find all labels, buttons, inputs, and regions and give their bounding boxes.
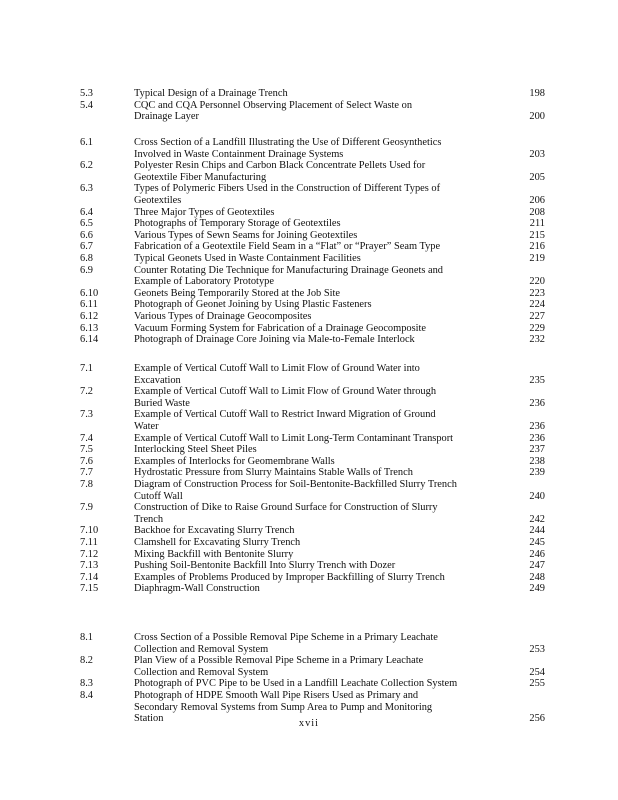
page-reference: 200 xyxy=(529,111,545,123)
figure-number: 7.13 xyxy=(80,560,99,572)
page-reference: 240 xyxy=(529,490,545,502)
figure-title-line: Various Types of Sewn Seams for Joining Geotextiles xyxy=(134,229,358,241)
figure-title-line: Water xyxy=(134,420,159,432)
figure-number: 6.10 xyxy=(80,287,99,299)
figure-title-line: Station xyxy=(134,713,164,725)
figure-title-line: Polyester Resin Chips and Carbon Black Concentrate Pellets Used for xyxy=(134,160,426,172)
figure-title xyxy=(134,323,504,335)
figure-title-line: Secondary Removal Systems from Sump Area to Pump and Monitoring xyxy=(134,701,433,713)
page-reference: 229 xyxy=(529,322,545,334)
page-reference: 227 xyxy=(529,310,545,322)
figure-number: 7.3 xyxy=(80,409,93,421)
figure-entry xyxy=(0,288,618,300)
figure-number: 7.5 xyxy=(80,444,93,456)
figure-entry xyxy=(0,230,618,242)
figure-entry xyxy=(0,456,618,468)
page-reference: 205 xyxy=(529,171,545,183)
figure-entry xyxy=(0,560,618,572)
figure-entry xyxy=(0,311,618,323)
page-reference: 223 xyxy=(529,287,545,299)
figure-title-line: Mixing Backfill with Bentonite Slurry xyxy=(134,548,294,560)
page-reference: 220 xyxy=(529,276,545,288)
figure-entry xyxy=(0,334,618,346)
page-reference: 236 xyxy=(529,432,545,444)
figure-number: 7.10 xyxy=(80,525,99,537)
figure-title-line: Example of Vertical Cutoff Wall to Limit Long-Term Contaminant Transport xyxy=(134,432,454,444)
figure-title-line: Photograph of Geonet Joining by Using Plastic Fasteners xyxy=(134,299,372,311)
figure-number: 7.14 xyxy=(80,571,99,583)
figure-entry xyxy=(0,323,618,335)
figure-title xyxy=(134,218,504,230)
figure-title-line: Vacuum Forming System for Fabrication of a Drainage Geocomposite xyxy=(134,322,427,334)
page-number-footer: xvii xyxy=(298,718,320,729)
figure-title-line: Clamshell for Excavating Slurry Trench xyxy=(134,536,301,548)
figure-number: 7.12 xyxy=(80,548,99,560)
figure-title xyxy=(134,479,504,502)
page-reference: 235 xyxy=(529,374,545,386)
page-reference: 246 xyxy=(529,548,545,560)
figure-number: 5.3 xyxy=(80,88,93,99)
figure-title xyxy=(134,572,504,584)
figure-number: 7.15 xyxy=(80,583,99,595)
figure-title-line: Collection and Removal System xyxy=(134,666,269,678)
page-reference: 236 xyxy=(529,397,545,409)
figure-title xyxy=(134,88,504,100)
figure-title-line: Cutoff Wall xyxy=(134,490,183,502)
page-reference: 216 xyxy=(529,241,545,253)
figure-title-line: Trench xyxy=(134,513,164,525)
figure-title xyxy=(134,678,504,690)
page-reference: 215 xyxy=(529,229,545,241)
figure-entry xyxy=(0,363,618,386)
figure-title xyxy=(134,334,504,346)
figure-title-line: Example of Laboratory Prototype xyxy=(134,276,274,288)
figure-title xyxy=(134,253,504,265)
figure-title xyxy=(134,299,504,311)
figure-title xyxy=(134,386,504,409)
figure-title xyxy=(134,467,504,479)
figure-title-line: Example of Vertical Cutoff Wall to Restrict Inward Migration of Ground xyxy=(134,409,436,421)
figure-entry xyxy=(0,265,618,288)
figure-entry xyxy=(0,444,618,456)
figure-title-line: Fabrication of a Geotextile Field Seam in a “Flat” or “Prayer” Seam Type xyxy=(134,241,441,253)
page-reference: 242 xyxy=(529,513,545,525)
figure-title-line: Photograph of Drainage Core Joining via Male-to-Female Interlock xyxy=(134,334,415,346)
page-reference: 247 xyxy=(529,560,545,572)
figure-title-line: Typical Geonets Used in Waste Containment Facilities xyxy=(134,252,361,264)
figure-number: 8.1 xyxy=(80,632,93,643)
figure-title xyxy=(134,230,504,242)
figure-title-line: Photograph of HDPE Smooth Wall Pipe Risers Used as Primary and xyxy=(134,689,419,701)
figure-title xyxy=(134,409,504,432)
figure-number: 6.8 xyxy=(80,252,93,264)
figure-title-line: Cross Section of a Possible Removal Pipe Scheme in a Primary Leachate xyxy=(134,632,438,643)
page-reference: 236 xyxy=(529,420,545,432)
page-reference: 248 xyxy=(529,571,545,583)
figure-number: 6.14 xyxy=(80,334,99,346)
figure-entry xyxy=(0,218,618,230)
figure-number: 6.3 xyxy=(80,183,93,195)
figure-entry xyxy=(0,386,618,409)
chapter-group-8 xyxy=(0,632,618,725)
figure-number: 6.11 xyxy=(80,299,98,311)
figure-title xyxy=(134,456,504,468)
figure-title-line: Diagram of Construction Process for Soil-Bentonite-Backfilled Slurry Trench xyxy=(134,478,457,490)
figure-number: 6.1 xyxy=(80,137,93,148)
figure-title-line: Counter Rotating Die Technique for Manufacturing Drainage Geonets and xyxy=(134,264,443,276)
figure-title-line: Geotextiles xyxy=(134,194,182,206)
figure-title xyxy=(134,183,504,206)
figure-title xyxy=(134,537,504,549)
figure-entry xyxy=(0,160,618,183)
figure-title-line: Construction of Dike to Raise Ground Surface for Construction of Slurry xyxy=(134,502,438,514)
page-reference: 208 xyxy=(529,206,545,218)
page-reference: 256 xyxy=(529,713,545,725)
figure-entry xyxy=(0,549,618,561)
page-reference: 224 xyxy=(529,299,545,311)
figure-number: 7.2 xyxy=(80,386,93,398)
figure-title xyxy=(134,241,504,253)
figure-title xyxy=(134,560,504,572)
page-reference: 219 xyxy=(529,252,545,264)
figure-title xyxy=(134,311,504,323)
page-reference: 239 xyxy=(529,467,545,479)
figure-entry xyxy=(0,241,618,253)
figure-title-line: Examples of Interlocks for Geomembrane Walls xyxy=(134,455,335,467)
figure-entry xyxy=(0,299,618,311)
figure-title xyxy=(134,502,504,525)
figure-entry xyxy=(0,632,618,655)
figure-title xyxy=(134,525,504,537)
figure-title-line: Cross Section of a Landfill Illustrating the Use of Different Geosynthetics xyxy=(134,137,442,148)
figure-title-line: Interlocking Steel Sheet Piles xyxy=(134,444,257,456)
page-reference: 203 xyxy=(529,148,545,160)
figure-title-line: Geonets Being Temporarily Stored at the Job Site xyxy=(134,287,340,299)
figure-title-line: Collection and Removal System xyxy=(134,643,269,655)
figure-entry xyxy=(0,100,618,123)
figure-number: 7.6 xyxy=(80,455,93,467)
page-reference: 211 xyxy=(529,218,545,230)
figure-number: 5.4 xyxy=(80,99,93,111)
figure-entry xyxy=(0,655,618,678)
figure-title xyxy=(134,583,504,595)
figure-entry xyxy=(0,502,618,525)
figure-title xyxy=(134,160,504,183)
figure-title xyxy=(134,207,504,219)
page-reference: 237 xyxy=(529,444,545,456)
figure-title-line: Plan View of a Possible Removal Pipe Scheme in a Primary Leachate xyxy=(134,655,424,667)
figure-number: 6.6 xyxy=(80,229,93,241)
figure-number: 6.5 xyxy=(80,218,93,230)
figure-number: 6.2 xyxy=(80,160,93,172)
figure-title-line: CQC and CQA Personnel Observing Placement of Select Waste on xyxy=(134,99,413,111)
figure-title-line: Involved in Waste Containment Drainage Systems xyxy=(134,148,344,160)
figure-title-line: Example of Vertical Cutoff Wall to Limit Flow of Ground Water into xyxy=(134,363,420,374)
figure-title-line: Pushing Soil-Bentonite Backfill Into Slurry Trench with Dozer xyxy=(134,560,396,572)
figure-entry xyxy=(0,253,618,265)
figure-title xyxy=(134,100,504,123)
chapter-group-6 xyxy=(0,137,618,346)
page-reference: 245 xyxy=(529,536,545,548)
page-reference: 249 xyxy=(529,583,545,595)
figure-number: 6.9 xyxy=(80,264,93,276)
figure-title-line: Diaphragm-Wall Construction xyxy=(134,583,260,595)
figure-title-line: Types of Polymeric Fibers Used in the Construction of Different Types of xyxy=(134,183,441,195)
figure-title xyxy=(134,363,504,386)
figure-title-line: Photographs of Temporary Storage of Geotextiles xyxy=(134,218,341,230)
figure-number: 6.4 xyxy=(80,206,93,218)
figure-number: 8.3 xyxy=(80,678,93,690)
figure-number: 6.12 xyxy=(80,310,99,322)
figure-title-line: Various Types of Drainage Geocomposites xyxy=(134,310,312,322)
figure-title-line: Hydrostatic Pressure from Slurry Maintains Stable Walls of Trench xyxy=(134,467,413,479)
figure-entry xyxy=(0,479,618,502)
figure-title xyxy=(134,433,504,445)
figure-entry xyxy=(0,137,618,160)
figure-title-line: Typical Design of a Drainage Trench xyxy=(134,88,288,99)
figure-title-line: Buried Waste xyxy=(134,397,190,409)
figure-entry xyxy=(0,525,618,537)
figure-entry xyxy=(0,207,618,219)
figure-title-line: Examples of Problems Produced by Improper Backfilling of Slurry Trench xyxy=(134,571,445,583)
figure-entry xyxy=(0,88,618,100)
figure-title xyxy=(134,137,504,160)
chapter-group-5 xyxy=(0,88,618,123)
chapter-group-7 xyxy=(0,363,618,595)
figure-number: 8.2 xyxy=(80,655,93,667)
page-reference: 198 xyxy=(529,88,545,99)
figure-number: 6.7 xyxy=(80,241,93,253)
figure-title xyxy=(134,444,504,456)
figure-title xyxy=(134,288,504,300)
figure-entry xyxy=(0,678,618,690)
page-reference: 244 xyxy=(529,525,545,537)
figure-number: 7.1 xyxy=(80,363,93,374)
figure-title-line: Backhoe for Excavating Slurry Trench xyxy=(134,525,295,537)
figure-title-line: Photograph of PVC Pipe to be Used in a Landfill Leachate Collection System xyxy=(134,678,458,690)
figure-title xyxy=(134,655,504,678)
figure-title xyxy=(134,265,504,288)
page-reference: 255 xyxy=(529,678,545,690)
figure-title xyxy=(134,632,504,655)
figure-number: 7.8 xyxy=(80,478,93,490)
figure-entry xyxy=(0,183,618,206)
figure-title-line: Three Major Types of Geotextiles xyxy=(134,206,275,218)
figure-title-line: Excavation xyxy=(134,374,181,386)
figure-number: 7.11 xyxy=(80,536,98,548)
figure-entry xyxy=(0,572,618,584)
figure-title-line: Example of Vertical Cutoff Wall to Limit Flow of Ground Water through xyxy=(134,386,437,398)
figure-title xyxy=(134,549,504,561)
figure-number: 7.7 xyxy=(80,467,93,479)
figure-entry xyxy=(0,467,618,479)
page-reference: 253 xyxy=(529,643,545,655)
figure-entry xyxy=(0,409,618,432)
figure-entry xyxy=(0,433,618,445)
figure-number: 7.9 xyxy=(80,502,93,514)
figure-number: 6.13 xyxy=(80,322,99,334)
page-reference: 238 xyxy=(529,455,545,467)
page-reference: 206 xyxy=(529,194,545,206)
figure-number: 8.4 xyxy=(80,689,93,701)
figure-title-line: Drainage Layer xyxy=(134,111,199,123)
page-reference: 254 xyxy=(529,666,545,678)
figure-number: 7.4 xyxy=(80,432,93,444)
page-reference: 232 xyxy=(529,334,545,346)
figure-title-line: Geotextile Fiber Manufacturing xyxy=(134,171,267,183)
figure-entry xyxy=(0,537,618,549)
figure-entry xyxy=(0,583,618,595)
